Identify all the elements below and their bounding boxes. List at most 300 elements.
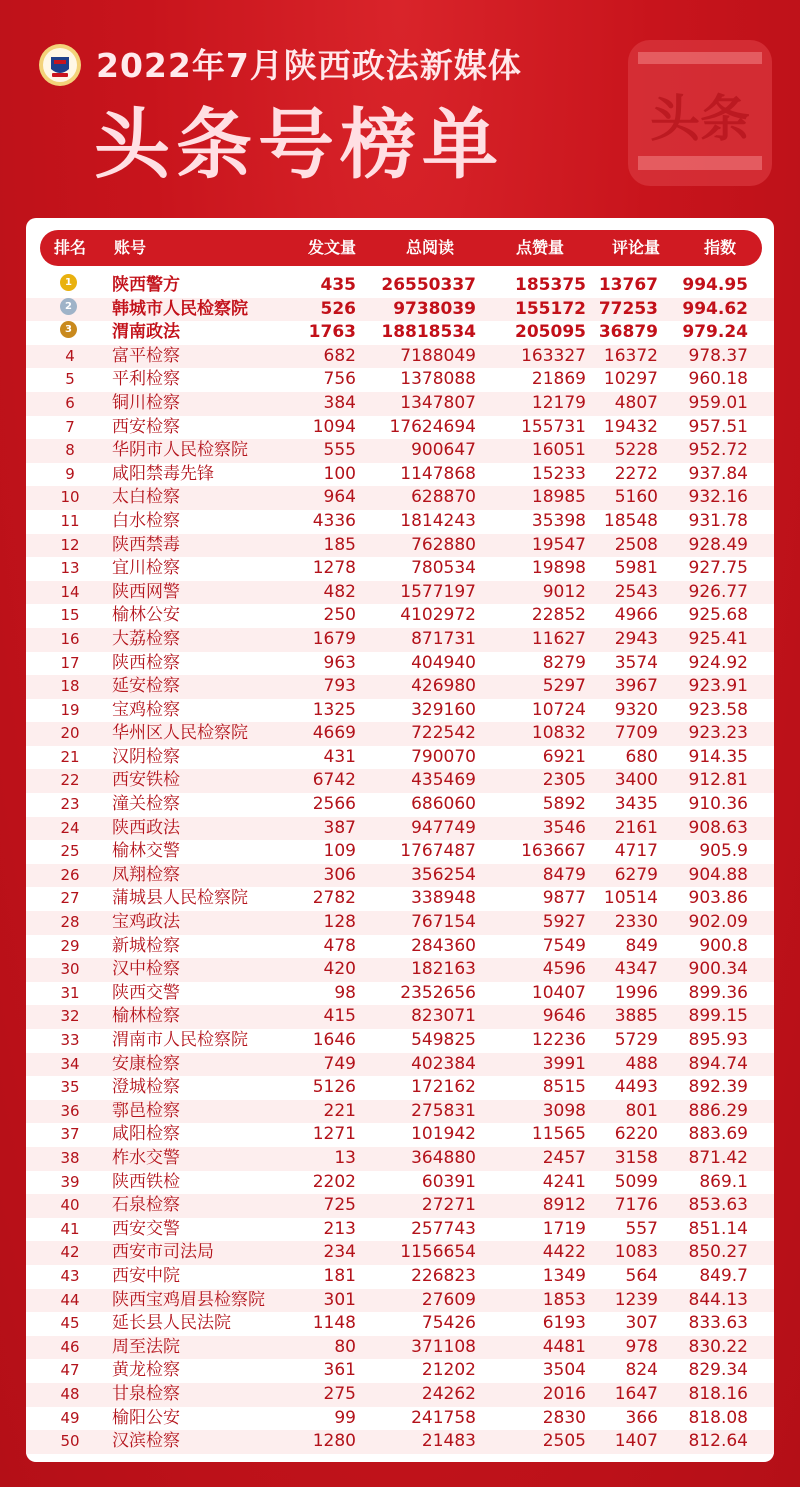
cell-posts: 963 [323, 652, 356, 673]
cell-name: 白水检察 [112, 510, 180, 531]
cell-index: 923.91 [688, 676, 748, 697]
medal-icon: 1 [60, 274, 77, 291]
cell-index: 818.08 [688, 1407, 748, 1428]
cell-posts: 6742 [312, 770, 356, 791]
cell-index: 818.16 [688, 1383, 748, 1404]
cell-comments: 849 [625, 935, 658, 956]
cell-likes: 155731 [521, 416, 586, 437]
cell-posts: 306 [323, 864, 356, 885]
cell-rank: 45 [60, 1314, 80, 1333]
cell-posts: 301 [323, 1289, 356, 1310]
cell-likes: 2016 [542, 1383, 586, 1404]
cell-comments: 2161 [614, 817, 658, 838]
cell-index: 910.36 [688, 794, 748, 815]
cell-reads: 1767487 [400, 841, 476, 862]
cell-rank: 15 [60, 606, 80, 625]
cell-likes: 21869 [531, 369, 586, 390]
cell-comments: 978 [625, 1336, 658, 1357]
table-row [26, 1312, 774, 1336]
cell-likes: 185375 [515, 275, 586, 295]
cell-rank: 13 [60, 559, 80, 578]
cell-posts: 1271 [312, 1124, 356, 1145]
cell-index: 959.01 [688, 392, 748, 413]
table-row [26, 840, 774, 864]
cell-comments: 7709 [614, 723, 658, 744]
cell-index: 844.13 [688, 1289, 748, 1310]
cell-name: 华州区人民检察院 [112, 723, 248, 744]
cell-index: 899.15 [688, 1006, 748, 1027]
cell-reads: 1347807 [400, 392, 476, 413]
cell-index: 979.24 [682, 322, 748, 343]
cell-comments: 3574 [614, 652, 658, 673]
table-row [26, 1100, 774, 1124]
cell-name: 榆阳公安 [112, 1407, 180, 1428]
cell-posts: 1280 [312, 1431, 356, 1452]
table-row [26, 1029, 774, 1053]
cell-name: 榆林交警 [112, 841, 180, 862]
cell-likes: 10832 [531, 723, 586, 744]
cell-reads: 356254 [411, 864, 476, 885]
cell-reads: 241758 [411, 1407, 476, 1428]
cell-comments: 77253 [598, 298, 658, 319]
cell-reads: 1814243 [400, 510, 476, 531]
cell-comments: 4347 [614, 959, 658, 980]
table-row [26, 1289, 774, 1313]
cell-rank: 28 [60, 913, 80, 932]
cell-name: 汉中检察 [112, 959, 180, 980]
cell-posts: 1094 [312, 416, 356, 437]
cell-posts: 387 [323, 817, 356, 838]
cell-likes: 5927 [542, 912, 586, 933]
cell-likes: 2305 [542, 770, 586, 791]
cell-posts: 13 [334, 1147, 356, 1168]
cell-index: 927.75 [688, 558, 748, 579]
header-rank: 排名 [54, 238, 87, 257]
cell-posts: 4669 [312, 723, 356, 744]
cell-likes: 12179 [531, 392, 586, 413]
cell-comments: 7176 [614, 1195, 658, 1216]
cell-name: 陕西禁毒 [112, 534, 180, 555]
cell-comments: 10514 [603, 888, 658, 909]
cell-likes: 15233 [531, 463, 586, 484]
cell-rank: 34 [60, 1054, 80, 1073]
cell-likes: 19547 [531, 534, 586, 555]
cell-likes: 6193 [542, 1313, 586, 1334]
cell-posts: 756 [323, 369, 356, 390]
cell-comments: 5099 [614, 1171, 658, 1192]
cell-rank: 37 [60, 1125, 80, 1144]
cell-comments: 4807 [614, 392, 658, 413]
cell-likes: 4422 [542, 1242, 586, 1263]
cell-reads: 172162 [411, 1077, 476, 1098]
cell-rank: 43 [60, 1266, 80, 1285]
cell-index: 928.49 [688, 534, 748, 555]
cell-likes: 11627 [531, 628, 586, 649]
cell-name: 平利检察 [112, 369, 180, 390]
cell-likes: 3991 [542, 1053, 586, 1074]
table-row [26, 486, 774, 510]
table-row [26, 1123, 774, 1147]
cell-posts: 555 [323, 440, 356, 461]
cell-index: 904.88 [688, 864, 748, 885]
cell-rank: 21 [60, 747, 80, 766]
cell-index: 849.7 [699, 1265, 748, 1286]
cell-index: 812.64 [688, 1431, 748, 1452]
cell-index: 932.16 [688, 487, 748, 508]
cell-comments: 6220 [614, 1124, 658, 1145]
cell-comments: 4966 [614, 605, 658, 626]
cell-reads: 257743 [411, 1218, 476, 1239]
cell-name: 铜川检察 [112, 392, 180, 413]
cell-posts: 185 [323, 534, 356, 555]
cell-likes: 9646 [542, 1006, 586, 1027]
cell-likes: 2505 [542, 1431, 586, 1452]
cell-index: 931.78 [688, 510, 748, 531]
emblem-logo-icon [38, 43, 82, 87]
cell-posts: 435 [320, 275, 356, 295]
table-row [26, 534, 774, 558]
cell-name: 澄城检察 [112, 1077, 180, 1098]
cell-likes: 4596 [542, 959, 586, 980]
cell-rank: 9 [65, 464, 75, 483]
table-row [26, 392, 774, 416]
cell-posts: 415 [323, 1006, 356, 1027]
cell-rank: 16 [60, 629, 80, 648]
toutiao-logo-icon [626, 38, 774, 188]
cell-rank: 31 [60, 983, 80, 1002]
table-row [26, 958, 774, 982]
cell-reads: 686060 [411, 794, 476, 815]
cell-name: 宝鸡政法 [112, 912, 180, 933]
cell-reads: 628870 [411, 487, 476, 508]
cell-index: 853.63 [688, 1195, 748, 1216]
cell-name: 西安铁检 [112, 770, 180, 791]
table-row [26, 982, 774, 1006]
cell-rank: 36 [60, 1101, 80, 1120]
cell-reads: 329160 [411, 699, 476, 720]
cell-name: 陕西网警 [112, 581, 180, 602]
cell-rank: 25 [60, 842, 80, 861]
cell-comments: 5228 [614, 440, 658, 461]
cell-name: 韩城市人民检察院 [112, 298, 248, 319]
cell-index: 830.22 [688, 1336, 748, 1357]
cell-index: 978.37 [688, 345, 748, 366]
cell-rank: 49 [60, 1408, 80, 1427]
table-row [26, 887, 774, 911]
cell-index: 892.39 [688, 1077, 748, 1098]
cell-reads: 2352656 [400, 982, 476, 1003]
cell-posts: 80 [334, 1336, 356, 1357]
cell-posts: 964 [323, 487, 356, 508]
cell-likes: 18985 [531, 487, 586, 508]
cell-rank: 39 [60, 1172, 80, 1191]
cell-reads: 284360 [411, 935, 476, 956]
cell-posts: 181 [323, 1265, 356, 1286]
cell-likes: 10407 [531, 982, 586, 1003]
cell-rank: 42 [60, 1243, 80, 1262]
header-index: 指数 [704, 238, 737, 257]
table-row [26, 345, 774, 369]
cell-index: 937.84 [688, 463, 748, 484]
cell-posts: 5126 [312, 1077, 356, 1098]
table-row [26, 604, 774, 628]
cell-likes: 16051 [531, 440, 586, 461]
cell-rank: 47 [60, 1361, 80, 1380]
cell-likes: 10724 [531, 699, 586, 720]
cell-reads: 1147868 [400, 463, 476, 484]
cell-reads: 767154 [411, 912, 476, 933]
cell-name: 黄龙检察 [112, 1360, 180, 1381]
cell-reads: 426980 [411, 676, 476, 697]
cell-reads: 21202 [421, 1360, 476, 1381]
cell-index: 923.23 [688, 723, 748, 744]
cell-index: 994.95 [682, 275, 748, 295]
cell-comments: 3435 [614, 794, 658, 815]
cell-index: 833.63 [688, 1313, 748, 1334]
cell-comments: 2508 [614, 534, 658, 555]
cell-comments: 564 [625, 1265, 658, 1286]
cell-likes: 4481 [542, 1336, 586, 1357]
table-row [26, 1076, 774, 1100]
table-row [26, 1005, 774, 1029]
cell-reads: 871731 [411, 628, 476, 649]
cell-index: 914.35 [688, 746, 748, 767]
cell-posts: 384 [323, 392, 356, 413]
table-row [26, 1265, 774, 1289]
cell-index: 905.9 [699, 841, 748, 862]
cell-reads: 762880 [411, 534, 476, 555]
cell-rank: 14 [60, 582, 80, 601]
table-header [40, 230, 762, 266]
cell-name: 西安检察 [112, 416, 180, 437]
cell-reads: 1156654 [400, 1242, 476, 1263]
cell-posts: 1763 [308, 322, 356, 343]
cell-likes: 1349 [542, 1265, 586, 1286]
cell-comments: 801 [625, 1100, 658, 1121]
cell-posts: 420 [323, 959, 356, 980]
cell-index: 895.93 [688, 1030, 748, 1050]
cell-likes: 9012 [542, 581, 586, 602]
cell-reads: 435469 [411, 770, 476, 791]
cell-reads: 275831 [411, 1100, 476, 1121]
cell-rank: 33 [60, 1031, 80, 1049]
cell-likes: 8279 [542, 652, 586, 673]
cell-rank: 32 [60, 1007, 80, 1026]
table-row [26, 463, 774, 487]
cell-comments: 307 [625, 1313, 658, 1334]
cell-name: 太白检察 [112, 487, 180, 508]
cell-name: 西安中院 [112, 1265, 180, 1286]
table-row [26, 1383, 774, 1407]
cell-likes: 163327 [521, 345, 586, 366]
cell-posts: 431 [323, 746, 356, 767]
cell-posts: 478 [323, 935, 356, 956]
cell-posts: 213 [323, 1218, 356, 1239]
table-row [26, 769, 774, 793]
cell-index: 894.74 [688, 1053, 748, 1074]
cell-name: 陕西宝鸡眉县检察院 [112, 1289, 265, 1310]
cell-reads: 1577197 [400, 581, 476, 602]
cell-rank: 41 [60, 1219, 80, 1238]
cell-index: 900.34 [688, 959, 748, 980]
table-row [26, 1407, 774, 1431]
cell-comments: 1647 [614, 1383, 658, 1404]
table-row [26, 416, 774, 440]
cell-rank: 5 [65, 370, 75, 389]
cell-index: 994.62 [682, 298, 748, 319]
cell-name: 周至法院 [112, 1336, 180, 1357]
cell-comments: 5981 [614, 558, 658, 579]
cell-index: 883.69 [688, 1124, 748, 1145]
cell-posts: 749 [323, 1053, 356, 1074]
cell-comments: 5160 [614, 487, 658, 508]
cell-name: 西安市司法局 [112, 1242, 214, 1263]
cell-reads: 21483 [421, 1431, 476, 1452]
cell-name: 榆林公安 [112, 605, 180, 626]
cell-index: 851.14 [688, 1218, 748, 1239]
cell-posts: 109 [323, 841, 356, 862]
cell-name: 蒲城县人民检察院 [112, 888, 248, 909]
cell-rank: 48 [60, 1384, 80, 1403]
cell-comments: 4493 [614, 1077, 658, 1098]
cell-rank: 18 [60, 677, 80, 696]
cell-comments: 366 [625, 1407, 658, 1428]
cell-posts: 1325 [312, 699, 356, 720]
cell-likes: 5297 [542, 676, 586, 697]
cell-posts: 725 [323, 1195, 356, 1216]
cell-name: 新城检察 [112, 935, 180, 956]
cell-name: 鄠邑检察 [112, 1100, 180, 1121]
table-row [26, 274, 774, 298]
cell-likes: 8479 [542, 864, 586, 885]
table-row [26, 557, 774, 581]
cell-rank: 27 [60, 889, 80, 908]
cell-comments: 557 [625, 1218, 658, 1239]
cell-comments: 5729 [614, 1030, 658, 1050]
cell-index: 850.27 [688, 1242, 748, 1263]
cell-name: 延安检察 [112, 676, 180, 697]
cell-comments: 1083 [614, 1242, 658, 1263]
cell-reads: 226823 [411, 1265, 476, 1286]
cell-reads: 9738039 [393, 298, 476, 319]
cell-rank: 20 [60, 724, 80, 743]
cell-comments: 10297 [603, 369, 658, 390]
cell-rank: 35 [60, 1078, 80, 1097]
cell-rank: 23 [60, 795, 80, 814]
cell-reads: 27609 [421, 1289, 476, 1310]
medal-icon: 3 [60, 321, 77, 338]
table-row [26, 746, 774, 770]
cell-likes: 3546 [542, 817, 586, 838]
header-likes: 点赞量 [516, 238, 565, 257]
cell-likes: 4241 [542, 1171, 586, 1192]
cell-likes: 5892 [542, 794, 586, 815]
cell-likes: 35398 [531, 510, 586, 531]
table-row [26, 1336, 774, 1360]
cell-index: 829.34 [688, 1360, 748, 1381]
cell-index: 871.42 [688, 1147, 748, 1168]
cell-reads: 75426 [421, 1313, 476, 1334]
cell-rank: 19 [60, 700, 80, 719]
table-row [26, 510, 774, 534]
cell-posts: 221 [323, 1100, 356, 1121]
table-row [26, 1241, 774, 1265]
cell-reads: 790070 [411, 746, 476, 767]
table-row [26, 321, 774, 345]
cell-posts: 234 [323, 1242, 356, 1263]
cell-likes: 1719 [542, 1218, 586, 1239]
cell-name: 渭南政法 [112, 322, 180, 343]
cell-posts: 482 [323, 581, 356, 602]
cell-name: 汉滨检察 [112, 1431, 180, 1452]
table-row [26, 1194, 774, 1218]
cell-name: 延长县人民法院 [112, 1313, 231, 1334]
page-title-line2: 头条号榜单 [94, 100, 504, 189]
cell-rank: 44 [60, 1290, 80, 1309]
cell-likes: 9877 [542, 888, 586, 909]
cell-likes: 12236 [531, 1030, 586, 1050]
cell-comments: 1996 [614, 982, 658, 1003]
cell-comments: 824 [625, 1360, 658, 1381]
cell-rank: 29 [60, 936, 80, 955]
table-row [26, 652, 774, 676]
header-reads: 总阅读 [406, 238, 455, 257]
cell-reads: 338948 [411, 888, 476, 909]
cell-name: 咸阳禁毒先锋 [112, 463, 214, 484]
cell-likes: 6921 [542, 746, 586, 767]
cell-name: 陕西铁检 [112, 1171, 180, 1192]
cell-reads: 722542 [411, 723, 476, 744]
cell-likes: 19898 [531, 558, 586, 579]
cell-likes: 3098 [542, 1100, 586, 1121]
cell-comments: 3885 [614, 1006, 658, 1027]
cell-index: 912.81 [688, 770, 748, 791]
cell-comments: 1407 [614, 1431, 658, 1452]
cell-comments: 488 [625, 1053, 658, 1074]
cell-posts: 361 [323, 1360, 356, 1381]
cell-name: 陕西检察 [112, 652, 180, 673]
cell-comments: 680 [625, 746, 658, 767]
cell-reads: 18818534 [381, 322, 476, 343]
cell-name: 西安交警 [112, 1218, 180, 1239]
cell-rank: 7 [65, 417, 75, 436]
cell-index: 957.51 [688, 416, 748, 437]
cell-reads: 60391 [421, 1171, 476, 1192]
table-row [26, 1359, 774, 1383]
toutiao-badge-text: 头条 [650, 90, 750, 148]
cell-posts: 2782 [312, 888, 356, 909]
cell-likes: 1853 [542, 1289, 586, 1310]
cell-comments: 18548 [603, 510, 658, 531]
cell-posts: 4336 [312, 510, 356, 531]
cell-rank: 26 [60, 865, 80, 884]
table-row [26, 793, 774, 817]
cell-comments: 2330 [614, 912, 658, 933]
cell-name: 甘泉检察 [112, 1383, 180, 1404]
cell-index: 903.86 [688, 888, 748, 909]
cell-posts: 98 [334, 982, 356, 1003]
table-row [26, 439, 774, 463]
table-row [26, 675, 774, 699]
cell-reads: 101942 [411, 1124, 476, 1145]
cell-index: 925.41 [688, 628, 748, 649]
cell-posts: 793 [323, 676, 356, 697]
cell-name: 陕西政法 [112, 817, 180, 838]
cell-reads: 26550337 [381, 275, 476, 295]
cell-rank: 22 [60, 771, 80, 790]
cell-likes: 8912 [542, 1195, 586, 1216]
cell-rank: 24 [60, 818, 80, 837]
